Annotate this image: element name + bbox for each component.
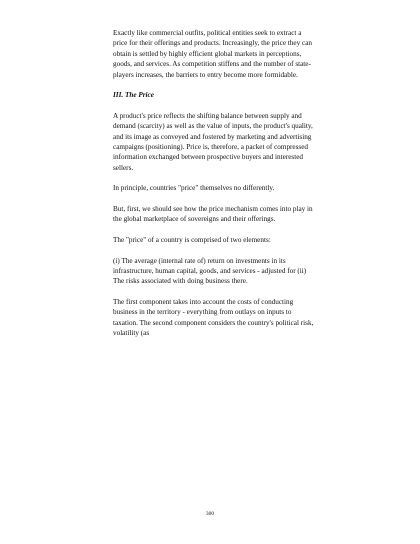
body-paragraph: The "price" of a country is comprised of two elements: — [113, 236, 271, 245]
body-paragraph: But, first, we should see how the price mechanism comes into play in the global marketplace of sovereigns and their offerings. — [113, 205, 313, 224]
section-heading: III. The Price — [113, 91, 154, 100]
body-paragraph: The first component takes into account the costs of conducting business in the territory - everything from outlays on inputs to taxation. The second component considers the country's political risk, volatility (as — [113, 298, 314, 338]
body-paragraph: (i) The average (internal rate of) return on investments in its infrastructure, human capital, goods, and services - adjusted for (ii) The risks associated with doing business there. — [113, 256, 307, 286]
body-paragraph: Exactly like commercial outfits, political entities seek to extract a price for their offerings and products. Increasingly, the price they can obtain is settled by highly efficient global markets in perceptions, goods, and services. As competition stiffens and the number of state-players increases, the barriers to entry become more formidable. — [113, 29, 312, 79]
text-column — [113, 28, 317, 349]
body-paragraph: In principle, countries "price" themselves no differently. — [113, 184, 275, 193]
body-paragraph: A product's price reflects the shifting balance between supply and demand (scarcity) as well as the value of inputs, the product's quality, and its image as conveyed and fostered by marketing and advertising campaigns (positioning). Price is, therefore, a packet of compressed information exchanged between prospective buyers and interested sellers. — [113, 111, 313, 172]
page-number: 300 — [205, 511, 215, 517]
